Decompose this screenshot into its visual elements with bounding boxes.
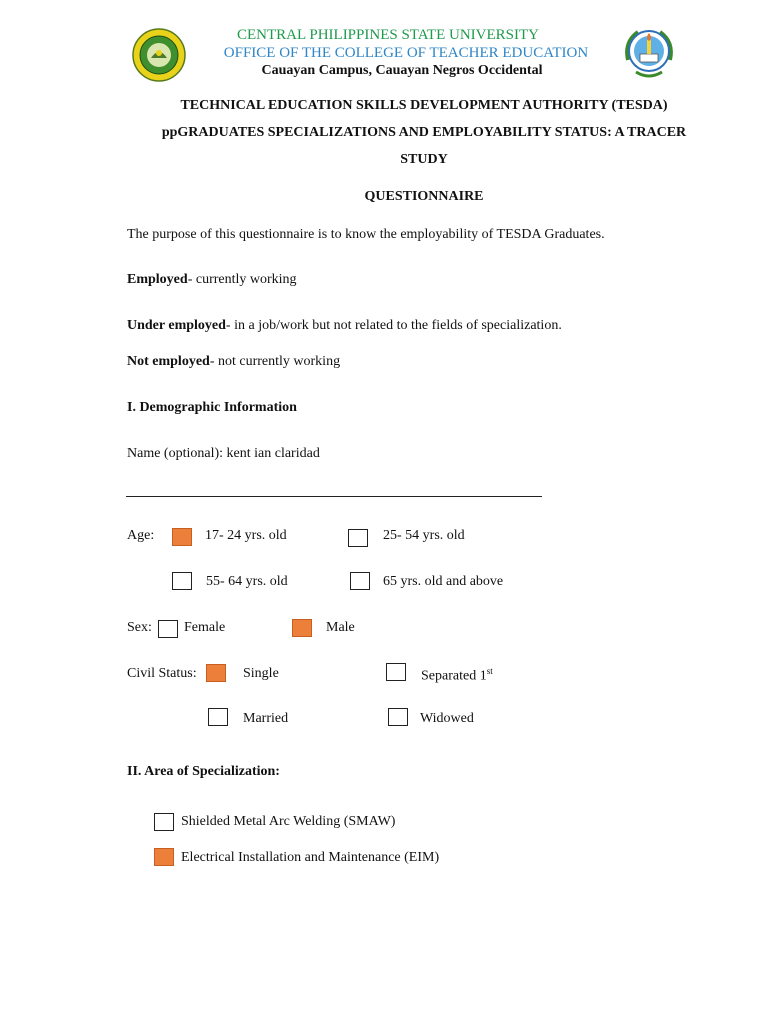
smaw-label: Shielded Metal Arc Welding (SMAW) [181, 814, 396, 829]
university-name: CENTRAL PHILIPPINES STATE UNIVERSITY [237, 27, 539, 43]
questionnaire-heading: QUESTIONNAIRE [364, 189, 484, 204]
civil-separated-text: Separated 1 [421, 668, 487, 684]
purpose-text: The purpose of this questionnaire is to know the employability of TESDA Graduates. [127, 227, 605, 242]
civil-separated-label [421, 666, 493, 685]
sex-female-label: Female [184, 620, 226, 635]
age-17-24-checkbox[interactable] [172, 528, 192, 546]
name-field[interactable] [127, 446, 320, 462]
civil-single-label: Single [243, 666, 279, 681]
age-17-24-label: 17- 24 yrs. old [205, 528, 287, 543]
civil-widowed-label: Widowed [420, 711, 474, 726]
definition-employed [127, 272, 297, 288]
civil-married-label: Married [243, 711, 289, 726]
civil-single-checkbox[interactable] [206, 664, 226, 682]
age-25-54-checkbox[interactable] [348, 529, 368, 547]
title-line-3: STUDY [400, 152, 448, 167]
office-name: OFFICE OF THE COLLEGE OF TEACHER EDUCATION [223, 45, 589, 61]
definition-desc: - in a job/work but not related to the fields of specialization. [225, 318, 562, 333]
smaw-checkbox[interactable] [154, 813, 174, 831]
eim-checkbox[interactable] [154, 848, 174, 866]
definition-term: Employed [127, 272, 188, 287]
definition-under-employed [127, 318, 562, 334]
campus-name: Cauayan Campus, Cauayan Negros Occidental [261, 63, 543, 78]
sex-male-checkbox[interactable] [292, 619, 312, 637]
name-label: Name (optional): [127, 446, 227, 461]
age-25-54-label: 25- 54 yrs. old [383, 528, 465, 543]
civil-separated-checkbox[interactable] [386, 663, 406, 681]
title-line-1: TECHNICAL EDUCATION SKILLS DEVELOPMENT AUTHORITY (TESDA) [180, 98, 668, 113]
age-65-above-label: 65 yrs. old and above [383, 574, 504, 589]
sex-male-label: Male [326, 620, 355, 635]
title-line-2: ppGRADUATES SPECIALIZATIONS AND EMPLOYABILITY STATUS: A TRACER [161, 125, 687, 140]
definition-desc: - not currently working [209, 354, 341, 369]
civil-status-label: Civil Status: [127, 666, 197, 681]
section-demographic-title: I. Demographic Information [127, 400, 297, 415]
age-55-64-checkbox[interactable] [172, 572, 192, 590]
civil-married-checkbox[interactable] [208, 708, 228, 726]
definition-not-employed [127, 354, 340, 370]
civil-widowed-checkbox[interactable] [388, 708, 408, 726]
eim-label: Electrical Installation and Maintenance (EIM) [181, 850, 440, 865]
age-65-above-checkbox[interactable] [350, 572, 370, 590]
definition-term: Under employed [127, 318, 226, 333]
civil-separated-sup: st [486, 666, 493, 676]
sex-female-checkbox[interactable] [158, 620, 178, 638]
name-value: kent ian claridad [226, 446, 320, 461]
age-label: Age: [127, 528, 155, 543]
definition-term: Not employed [127, 354, 210, 369]
sex-label: Sex: [127, 620, 152, 635]
definition-desc: - currently working [187, 272, 297, 287]
name-underline [126, 496, 542, 497]
age-55-64-label: 55- 64 yrs. old [206, 574, 288, 589]
section-specialization-title: II. Area of Specialization: [127, 764, 280, 779]
